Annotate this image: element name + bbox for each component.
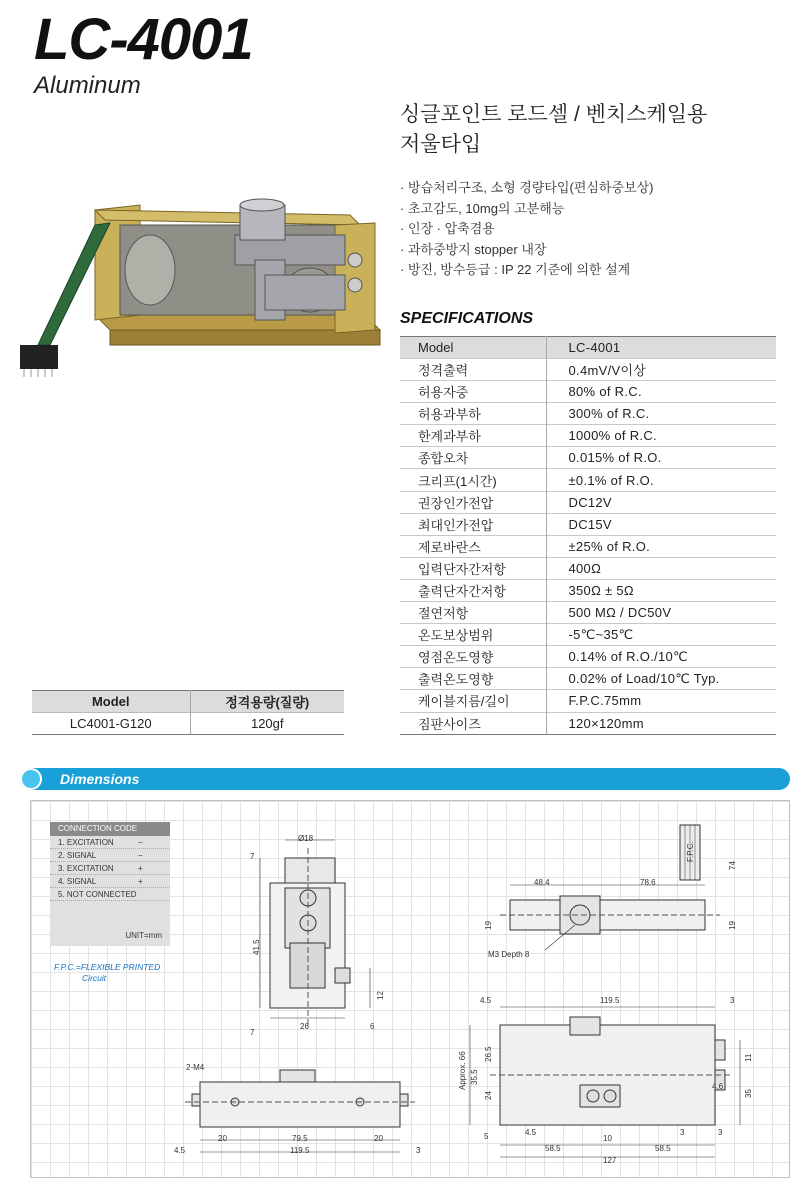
dim-label: Approx. 66 — [458, 1051, 467, 1090]
spec-key: 짐판사이즈 — [400, 712, 546, 734]
spec-value: DC15V — [546, 513, 776, 535]
fpc-note — [54, 962, 160, 984]
spec-key: 한계과부하 — [400, 425, 546, 447]
spec-value: 80% of R.C. — [546, 381, 776, 403]
product-headline — [400, 100, 707, 160]
table-row — [400, 469, 776, 491]
spec-key: 정격출력 — [400, 359, 546, 381]
model-header-capacity: 정격용량(질량) — [190, 691, 344, 713]
dim-label: F.P.C. — [686, 841, 695, 862]
feature-item: · 방습처리구조, 소형 경량타입(편심하중보상) — [400, 178, 654, 199]
side-view-drawing — [240, 828, 390, 1043]
fpc-note-line: F.P.C.=FLEXIBLE PRINTED — [54, 962, 161, 972]
spec-key: 출력단자간저항 — [400, 579, 546, 601]
bullet-icon — [20, 768, 42, 790]
dim-label: M3 Depth 8 — [488, 950, 530, 959]
connection-row — [50, 875, 170, 888]
dim-label: 26.5 — [484, 1046, 493, 1062]
table-row — [400, 557, 776, 579]
table-row — [32, 713, 344, 735]
dim-label: 74 — [728, 861, 737, 870]
table-row — [400, 359, 776, 381]
connection-label: 4. SIGNAL — [58, 877, 97, 886]
dim-label: 35.5 — [470, 1069, 479, 1085]
product-photo — [10, 195, 390, 385]
dim-label: 11 — [744, 1053, 753, 1062]
model-header-row — [32, 691, 344, 713]
dim-label: 19 — [484, 921, 493, 930]
table-row — [400, 579, 776, 601]
spec-key: 제로바란스 — [400, 535, 546, 557]
table-row — [400, 513, 776, 535]
dim-label: 3 — [718, 1128, 723, 1137]
dim-label: 7 — [250, 1028, 255, 1037]
dim-label: 24 — [484, 1091, 493, 1100]
dim-label: 79.5 — [292, 1134, 308, 1143]
table-row — [400, 447, 776, 469]
spec-header-value: LC-4001 — [546, 337, 776, 359]
product-material: Aluminum — [34, 72, 141, 99]
spec-key: 허용과부하 — [400, 403, 546, 425]
connection-sign: + — [138, 877, 143, 886]
dim-label: 58.5 — [545, 1144, 561, 1153]
dim-label: 10 — [603, 1134, 612, 1143]
dim-label: 12 — [376, 991, 385, 1000]
spec-value: 0.02% of Load/10℃ Typ. — [546, 668, 776, 690]
feature-item: · 초고감도, 10mg의 고분해능 — [400, 199, 654, 220]
dim-label: 119.5 — [290, 1146, 310, 1155]
spec-value: 0.4mV/V이상 — [546, 359, 776, 381]
spec-value: 120×120mm — [546, 712, 776, 734]
connection-label: 5. NOT CONNECTED — [58, 890, 137, 899]
model-header-model: Model — [32, 691, 190, 713]
dim-label: 4.5 — [174, 1146, 186, 1155]
table-row — [400, 646, 776, 668]
connection-label: 2. SIGNAL — [58, 851, 97, 860]
table-row — [400, 491, 776, 513]
feature-item: · 인장 · 압축겸용 — [400, 219, 654, 240]
dim-label: 58.5 — [655, 1144, 671, 1153]
spec-value: 300% of R.C. — [546, 403, 776, 425]
table-row — [400, 403, 776, 425]
spec-value: ±25% of R.O. — [546, 535, 776, 557]
top-view-drawing — [480, 820, 740, 955]
dim-label: 41.5 — [252, 939, 261, 955]
spec-key: 입력단자간저항 — [400, 557, 546, 579]
connection-row — [50, 862, 170, 875]
headline-line: 싱글포인트 로드셀 / 벤치스케일용 — [400, 103, 708, 126]
product-title: LC-4001 — [34, 7, 253, 72]
spec-header-row — [400, 337, 776, 359]
connection-row — [50, 849, 170, 862]
spec-value: 350Ω ± 5Ω — [546, 579, 776, 601]
connection-code-title: CONNECTION CODE — [50, 822, 170, 836]
spec-key: 종합오차 — [400, 447, 546, 469]
spec-value: 400Ω — [546, 557, 776, 579]
dim-label: Ø18 — [298, 834, 314, 843]
fpc-note-line: Circuit — [82, 973, 107, 983]
spec-table — [400, 336, 776, 735]
connection-sign: + — [138, 864, 143, 873]
spec-value: 0.14% of R.O./10℃ — [546, 646, 776, 668]
table-row — [400, 425, 776, 447]
table-row — [400, 624, 776, 646]
connection-label: 1. EXCITATION — [58, 838, 114, 847]
table-row — [400, 690, 776, 712]
spec-key: 케이블지름/길이 — [400, 690, 546, 712]
dim-label: 119.5 — [600, 996, 620, 1005]
dim-label: 4.6 — [712, 1082, 724, 1091]
dim-label: 19 — [728, 921, 737, 930]
spec-value: F.P.C.75mm — [546, 690, 776, 712]
spec-value: ±0.1% of R.O. — [546, 469, 776, 491]
dim-label: 20 — [374, 1134, 383, 1143]
connection-code-box — [50, 822, 170, 946]
connection-row — [50, 888, 170, 901]
dim-label: 4.5 — [525, 1128, 537, 1137]
dim-label: 3 — [730, 996, 735, 1005]
table-row — [400, 668, 776, 690]
spec-key: 최대인가전압 — [400, 513, 546, 535]
dim-label: 127 — [603, 1156, 617, 1165]
model-table — [32, 690, 344, 735]
spec-key: 크리프(1시간) — [400, 469, 546, 491]
connection-sign: − — [138, 851, 143, 860]
table-row — [400, 712, 776, 734]
spec-header-key: Model — [400, 337, 546, 359]
table-row — [400, 535, 776, 557]
dim-label: 6 — [370, 1022, 375, 1031]
model-name: LC4001-G120 — [32, 713, 190, 735]
dim-label: 4.5 — [480, 996, 492, 1005]
dimensions-title: Dimensions — [60, 771, 140, 787]
dim-label: 48.4 — [534, 878, 550, 887]
connection-label: 3. EXCITATION — [58, 864, 114, 873]
spec-key: 영점온도영향 — [400, 646, 546, 668]
dim-label: 78.6 — [640, 878, 656, 887]
headline-line: 저울타입 — [400, 133, 482, 156]
connection-sign: − — [138, 838, 143, 847]
spec-value: 0.015% of R.O. — [546, 447, 776, 469]
dim-label: 35 — [744, 1089, 753, 1098]
model-capacity: 120gf — [190, 713, 344, 735]
specifications-title: SPECIFICATIONS — [400, 310, 534, 327]
spec-value: DC12V — [546, 491, 776, 513]
spec-key: 온도보상범위 — [400, 624, 546, 646]
table-row — [400, 602, 776, 624]
spec-value: -5℃~35℃ — [546, 624, 776, 646]
spec-key: 권장인가전압 — [400, 491, 546, 513]
spec-key: 절연저항 — [400, 602, 546, 624]
unit-label: UNIT=mm — [125, 931, 162, 940]
feature-item: · 방진, 방수등급 : IP 22 기준에 의한 설계 — [400, 260, 654, 281]
dim-label: 5 — [484, 1132, 489, 1141]
spec-value: 1000% of R.C. — [546, 425, 776, 447]
feature-list — [400, 178, 654, 281]
dim-label: 3 — [416, 1146, 421, 1155]
spec-key: 출력온도영향 — [400, 668, 546, 690]
table-row — [400, 381, 776, 403]
spec-key: 허용자중 — [400, 381, 546, 403]
feature-item: · 과하중방지 stopper 내장 — [400, 240, 654, 261]
dim-label: 3 — [680, 1128, 685, 1137]
dim-label: 20 — [218, 1134, 227, 1143]
connection-row — [50, 836, 170, 849]
dim-label: 26 — [300, 1022, 309, 1031]
spec-value: 500 MΩ / DC50V — [546, 602, 776, 624]
dim-label: 2-M4 — [186, 1063, 205, 1072]
dim-label: 7 — [250, 852, 255, 861]
